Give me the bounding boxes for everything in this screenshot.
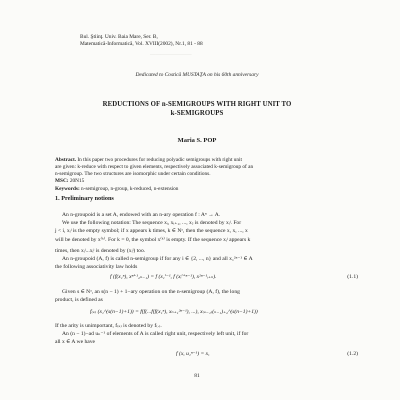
abstract-line3: n-semigroup. The two structures are isomorphic under certain conditions. — [55, 171, 211, 177]
journal-header-line2: Matematică-Informatică, Vol. XVIII(2002), Nr.1, 81 - 88 — [80, 41, 203, 47]
paragraph-line-1: An n-groupoid is a set A, endowed with an n-ary operation f : Aⁿ → A. — [62, 212, 221, 218]
equation-right-unit: f (x, u₁ⁿ⁻¹) = x, — [176, 351, 210, 357]
msc-line — [55, 178, 84, 184]
journal-header-line1: Bul. Ştiinţ. Univ. Baia Mare, Ser. B, — [80, 34, 158, 40]
section-heading: 1. Preliminary notions — [55, 195, 114, 202]
bleed-through-text: ———————— — [150, 52, 192, 58]
keywords-value: n-semigroup, n-group, k-reduced, n-extension — [81, 186, 179, 192]
paragraph2-line-2: product, is defined as — [55, 297, 103, 303]
equation-number-1-1: (1.1) — [347, 274, 358, 280]
paper-title-line2: k-SEMIGROUPS — [170, 110, 224, 117]
paragraph-line-5: times, then xᵢʲ...xᵢʲ is denoted by (xᵢʲ) too. — [55, 248, 146, 254]
abstract-text-1: In this paper two procedures for reducing polyadic semigroups with right unit — [77, 157, 242, 163]
paper-title-line1: REDUCTIONS OF n-SEMIGROUPS WITH RIGHT UNIT TO — [102, 101, 292, 108]
page-number: 81 — [194, 373, 200, 379]
paragraph-line-7: the following associativity law holds — [55, 264, 138, 270]
dedication: Dedicated to Costică MUSTAŢA on his 60th anniversary — [135, 72, 259, 78]
equation-number-1-2: (1.2) — [347, 351, 358, 357]
keywords-label: Keywords: — [55, 186, 80, 192]
paragraph-line-4: will be denoted by x⁽ᵏ⁾. For k = 0, the symbol x⁽ᵏ⁾ is empty. If the sequence xᵢʲ appears k — [55, 237, 251, 243]
abstract-label: Abstract. — [55, 157, 77, 163]
author-name: Maria S. POP — [177, 137, 217, 144]
paragraph2-line-1: Given s ∈ Nᵃ, an s(n − 1) + 1−ary operation on the n-semigroup (A, f), the long — [62, 289, 240, 295]
paragraph-line-3: j < i, xᵢʲ is the empty symbol; if x appears k times, k ∈ Nᵃ, then the sequence x, x, ..., x — [55, 228, 248, 234]
paragraph3-line-3: all x ∈ A we have — [55, 339, 96, 345]
paragraph3-line-2: An (n − 1)−ad uₙ⁻¹ of elements of A is called right unit, respectively left unit, if for — [62, 331, 249, 337]
equation-associativity: f (f(x₁ⁿ), xⁿ⁺¹₂ₙ₋₁) = f (x₁ⁱ⁻¹, f (xᵢⁱ⁺ⁿ⁻¹), x²ⁿ⁻¹ᵢ₊ₙ). — [110, 274, 217, 280]
equation-long-product: f₍ₛ₎ (x₁^(s(n−1)+1)) = f(f(...f(f(x₁ⁿ), xₙ₊₁²ⁿ⁻¹), ...), x₍ₛ₋₁₎(ₙ₋₁)₊₂^(s(n−1)+1)) — [90, 309, 258, 315]
paragraph-line-2: We use the following notation: The sequence xᵢ, xᵢ₊₁, ..., xⱼ is denoted by xᵢʲ. For — [62, 220, 242, 226]
msc-label: MSC: — [55, 178, 69, 184]
msc-value: 20N15 — [69, 178, 85, 184]
paragraph-line-6: An n-groupoid (A, f) is called n-semigroup if for any i ∈ {2, ..., n} and all x₁²ⁿ⁻¹ ∈ A — [62, 256, 253, 262]
paragraph3-line-1: If the arity is unimportant, f₍ₛ₎ is denoted by f₍.₎. — [55, 323, 162, 329]
abstract-line2: are given: k-reduce with respect to given elements, respectively associated k-semigroup of an — [55, 164, 254, 170]
abstract-line1 — [55, 157, 242, 163]
keywords-line — [55, 186, 178, 192]
